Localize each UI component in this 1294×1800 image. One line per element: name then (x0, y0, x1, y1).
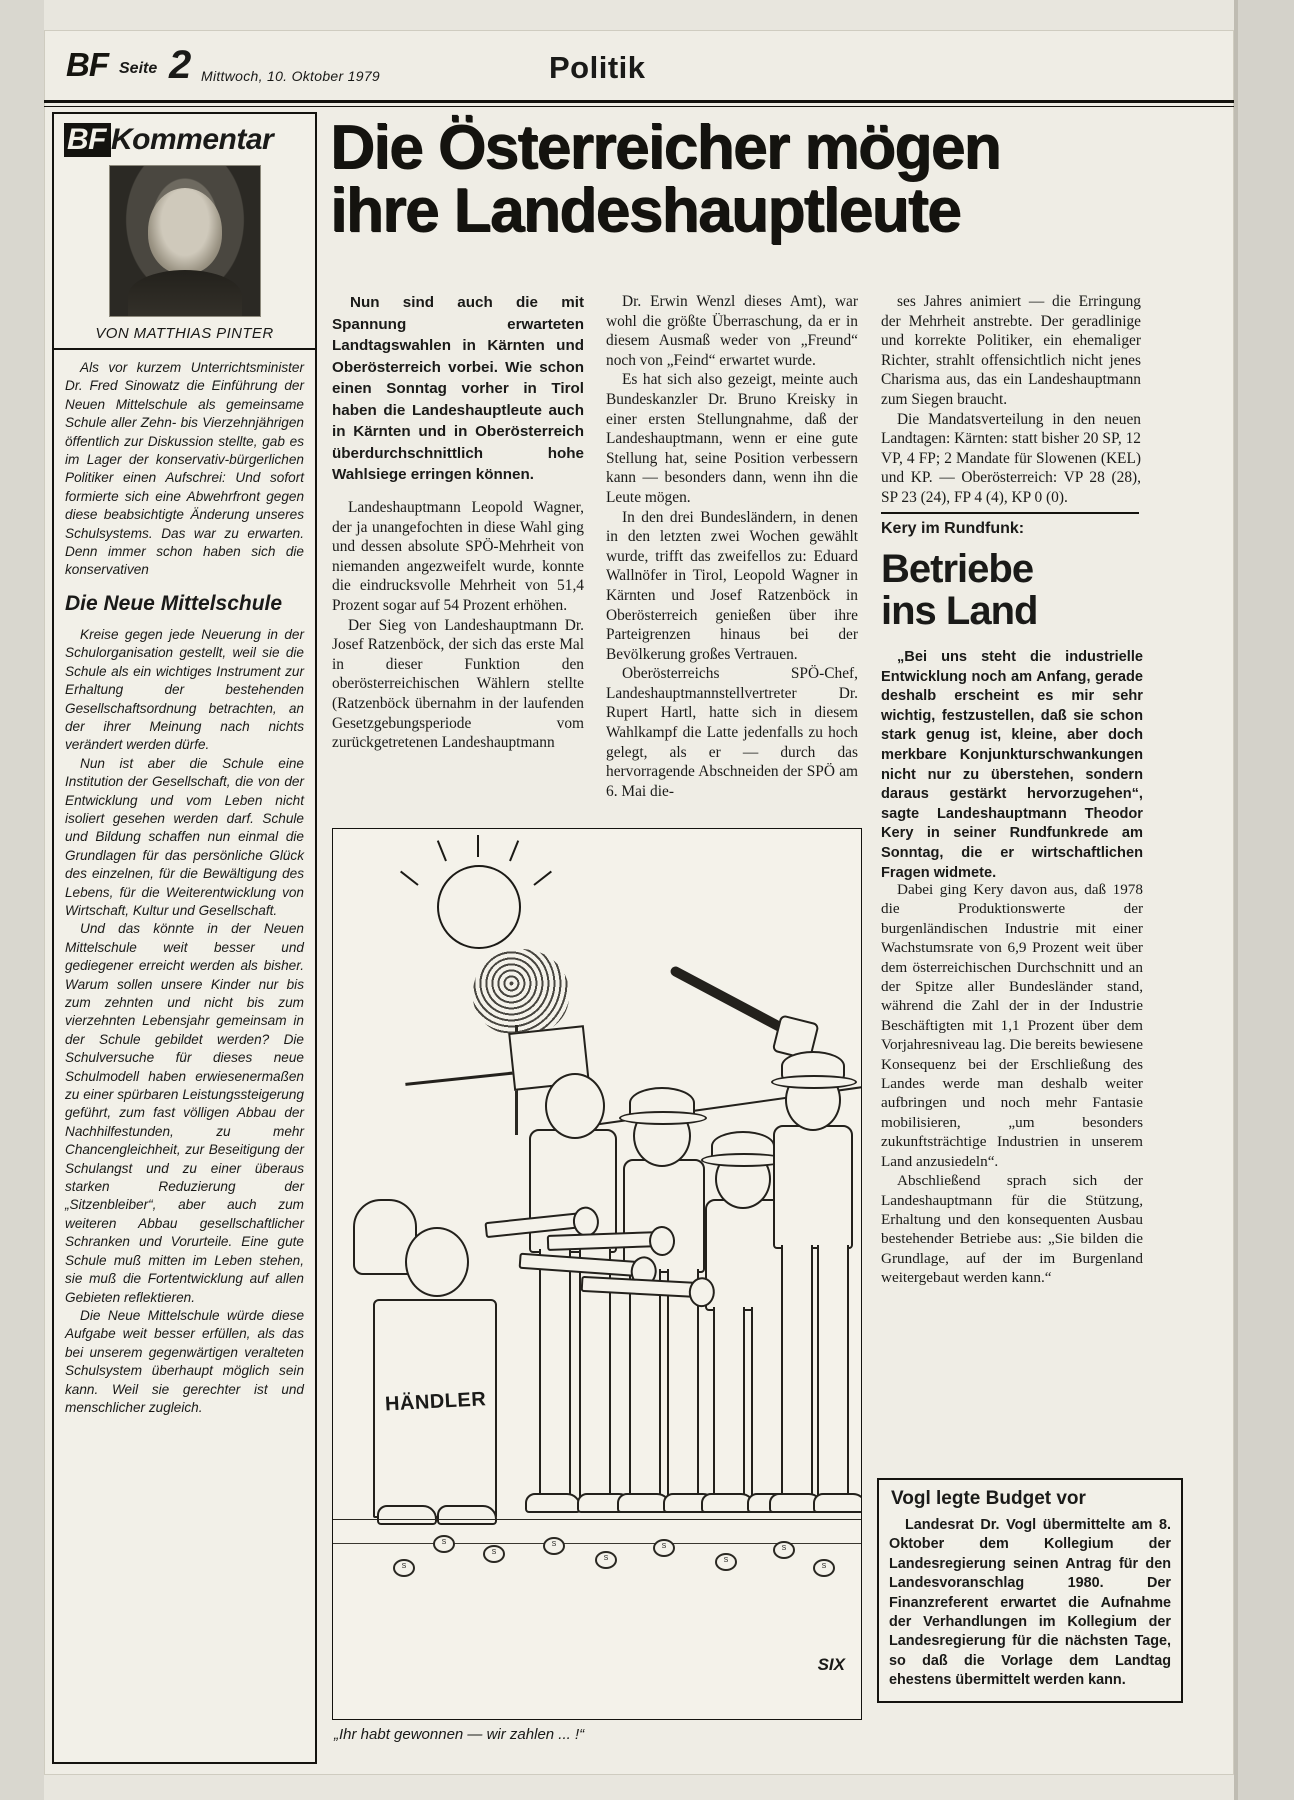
page-label: Seite (119, 60, 158, 77)
tree-shape (473, 949, 569, 1035)
figure-leg (817, 1245, 849, 1499)
coin-icon: S (393, 1559, 415, 1577)
commentary-box (52, 112, 317, 1764)
page-number: 2 (169, 43, 192, 87)
second-article-lead-paragraph: „Bei uns steht die industrielle Entwicklung noch am Anfang, gerade deshalb erscheint es mir sehr wichtig, festzustellen, daß sie schon stark genug ist, kleine, aber doch merkbare Konjunkturschwankungen nicht nur zu überstehen, sondern daraus gestärkt hervorzugehen“, sagte Landeshauptmann Theodor Kery in seiner Rundfunkrede am Sonntag, die er wirtschaftlichen Fragen widmete. (881, 649, 1143, 881)
second-article-lead (881, 648, 1143, 883)
article-column-2 (606, 292, 858, 801)
main-headline-line-1: Die Österreicher mögen (330, 113, 1000, 182)
merchant-head (405, 1227, 469, 1297)
article-paragraph: In den drei Bundesländern, in denen in den letzten zwei Wochen gewählt wurde, trifft das zweifellos zu: Eduard Wallnöfer in Tirol, Leopold Wagner in Kärnten und Josef Ratzenböck in Oberösterreich genießen über ihre Parteigrenzen hinaus bei der Bevölkerung großes Vertrauen. (606, 508, 858, 663)
coin-icon: S (433, 1535, 455, 1553)
hat-brim (771, 1075, 857, 1089)
masthead-rule-thin (44, 106, 1234, 107)
commentary-paragraph: Die Neue Mittelschule würde diese Aufgabe weit besser erfüllen, als das bei unserem gegenwärtigen veralteten Schulsystem überhaupt möglich sein kann. Weil sie gerechter ist und menschlicher zugleich. (65, 1307, 304, 1415)
raised-baton (669, 965, 797, 1040)
coin-icon: S (715, 1553, 737, 1571)
figure-leg (781, 1245, 813, 1499)
page-spine (1234, 0, 1238, 1800)
figure-leg (751, 1307, 783, 1499)
masthead-rule (44, 100, 1234, 103)
main-headline (330, 113, 1235, 245)
figure-leg (629, 1269, 661, 1499)
second-headline-line-2: ins Land (881, 589, 1038, 633)
page-left-margin (0, 0, 44, 1800)
cartoon-illustration (332, 828, 862, 1720)
article-lead-paragraph: Nun sind auch die mit Spannung erwarteten Landtagswahlen in Kärnten und Oberösterreich vorbei. Wie schon einen Sonntag vorher in Tirol haben die Landeshauptleute auch in Kärnten und in Oberösterreich überdurchschnittlich hohe Wahlsiege erringen können. (332, 294, 584, 483)
section-title: Politik (549, 50, 646, 85)
figure-torso (773, 1125, 853, 1249)
merchant-shoe (437, 1505, 497, 1525)
ground-line (333, 1519, 861, 1520)
second-article-paragraph: Abschließend sprach sich der Landeshauptmann für die Stützung, Erhaltung und den konsequenten Ausbau bestehender Betriebe aus: „Sie bilden die Grundlage, auf der im Burgenland weitergebaut werden kann.“ (881, 1172, 1143, 1287)
divider (881, 512, 1139, 514)
dateline: Mittwoch, 10. Oktober 1979 (201, 68, 380, 84)
budget-news-box (877, 1478, 1183, 1703)
figure-leg (713, 1307, 745, 1499)
coin-icon: S (543, 1537, 565, 1555)
hat-brim (619, 1111, 707, 1125)
figure-shoe (525, 1493, 581, 1513)
figure-leg (539, 1249, 571, 1499)
article-lead (332, 292, 584, 486)
commentary-brand-bf: BF (64, 123, 111, 157)
article-paragraph: ses Jahres animiert — die Erringung der Mehrheit anstrebte. Der geradlinige und korrekte Politiker, ein ehemaliger Richter, strahlt offensichtlich nicht jenes Charisma aus, das ein Landeshauptmann zum Siegen braucht. (881, 293, 1141, 408)
article-paragraph: Es hat sich also gezeigt, meinte auch Bundeskanzler Dr. Bruno Kreisky in einer ersten Stellungnahme, daß der Landeshauptmann, wenn er eine gute Stellung hat, seine Position verbessern kann — besonders dann, wenn ihn die Leute mögen. (606, 371, 858, 506)
coin-icon: S (653, 1539, 675, 1557)
second-article-kicker: Kery im Rundfunk: (881, 520, 1025, 537)
article-paragraph: Dr. Erwin Wenzl dieses Amt), war wohl die größte Überraschung, da er in diesem Ausmaß weder von „Freund“ noch von „Feind“ erwartet wurde. (606, 293, 858, 369)
commentary-intro-paragraph: Als vor kurzem Unterrichtsminister Dr. Fred Sinowatz die Einführung der Neuen Mittelschule als gemeinsame Schule aller Zehn- bis Vierzehnjährigen öffentlich zur Diskussion stellte, gab es im Lager der konservativ-bürgerlichen Politiker einen Aufschrei: Und sofort formierte sich eine Abwehrfront gegen diese beabsichtigte Änderung unseres Schulsystems. Das war zu erwarten. Denn immer schon haben sich die konservativen (65, 360, 304, 578)
commentary-byline: VON MATTHIAS PINTER (95, 325, 274, 342)
figure-torso (623, 1159, 705, 1273)
commentary-paragraph: Und das könnte in der Neuen Mittelschule weit besser und gediegener erreicht werden als bisher. Warum sollen unsere Kinder nur bis zum zehnten und nicht bis zum vierzehnten Lebensjahr gemeinsam in der Schule gebildet werden? Die Schulversuche für dieses neue Schulmodell haben erwiesenermaßen zu einer spürbaren Leistungssteigerung geführt, zum fast völligen Abbau der Nachhilfestunden, zu mehr Chancengleichheit, zur Beseitigung der Schulangst und zu einer überaus starken Reduzierung der „Sitzenbleiber“, aber auch zum weiteren Abbau gesellschaftlicher Schranken und Vorurteile. Eine gute Schule muß mitten im Leben stehen, sie muß die Fortentwicklung auf allen Gebieten reflektieren. (65, 921, 304, 1305)
apron-label: HÄNDLER (384, 1388, 487, 1416)
publication-logo: BF (66, 46, 108, 83)
coin-icon: S (595, 1551, 617, 1569)
commentary-paragraph: Kreise gegen jede Neuerung in der Schulorganisation gestellt, weil sie die Schule als ein wichtiges Instrument zur Erhaltung der bestehenden Gesellschaftsordnung betrachten, an der ihrer Meinung nach nichts verändert werden dürfe. (65, 626, 304, 753)
masthead (44, 40, 1234, 102)
second-article-paragraph: Dabei ging Kery davon aus, daß 1978 die Produktionswerte der burgenländischen Industrie mit einer Wachstumsrate von 6,9 Prozent weit über dem österreichischen Durchschnitt und an der Spitze aller Bundesländer stand, während die Zahl der in der Industrie Beschäftigten mit 1,1 Prozent über dem Vorjahresniveau lag. Die bereits bewiesene Konsequenz bei der Erschließung des Landes werde man deshalb weiter aufbringen und noch mehr Fantasie mobilisieren, „um besonders zukunftsträchtige Industrien in unserem Land anzusiedeln“. (881, 881, 1143, 1170)
commentary-column (52, 112, 317, 1762)
commentary-header (54, 114, 315, 161)
page-right-margin (1234, 0, 1294, 1800)
merchant-shoe (377, 1505, 437, 1525)
second-article-body (881, 880, 1143, 1288)
article-paragraph: Die Mandatsverteilung in den neuen Landtagen: Kärnten: statt bisher 20 SP, 12 VP, 4 FP; 2 Mandate für Slowenen (KEL) und KP. — Oberösterreich: VP 28 (28), SP 23 (24), FP 4 (4), KP 0 (0). (881, 410, 1141, 506)
article-column-3 (881, 292, 1141, 508)
cartoon-caption: „Ihr habt gewonnen — wir zahlen ... !“ (334, 1726, 585, 1743)
coin-icon: S (483, 1545, 505, 1563)
budget-box-body (889, 1516, 1171, 1691)
budget-box-heading: Vogl legte Budget vor (891, 1488, 1086, 1509)
second-headline-line-1: Betriebe (881, 547, 1034, 591)
main-headline-line-2: ihre Landeshauptleute (330, 176, 960, 245)
author-portrait (109, 165, 261, 317)
cartoonist-signature: SIX (817, 1655, 845, 1674)
coin-icon: S (813, 1559, 835, 1577)
commentary-subheading: Die Neue Mittelschule (65, 591, 283, 615)
commentary-brand-word: Kommentar (111, 123, 274, 156)
commentary-intro (54, 350, 315, 582)
article-paragraph: Oberösterreichs SPÖ-Chef, Landeshauptmannstellvertreter Dr. Rupert Hartl, hatte sich in diesem Wahlkampf die Latte jedenfalls zu hoch gelegt, als er — durch das hervorragende Abschneiden der SPÖ am 6. Mai die- (606, 665, 858, 800)
commentary-paragraph: Nun ist aber die Schule eine Institution der Gesellschaft, die von der Entwicklung und vom Leben nicht isoliert gesehen werden darf. Schule und Bildung schaffen nun einmal die Grundlagen für das persönliche Glück des einzelnen, für die Bewältigung des Lebens, für die Weiterentwicklung von Wirtschaft, Kultur und Gesellschaft. (65, 755, 304, 918)
commentary-body (54, 622, 315, 1427)
coin-icon: S (773, 1541, 795, 1559)
figure-shoe (813, 1493, 862, 1513)
article-column-1 (332, 498, 584, 753)
second-article-headline (881, 548, 1151, 632)
figure-head (545, 1073, 605, 1139)
sun-icon (437, 865, 521, 949)
article-paragraph: Der Sieg von Landeshauptmann Dr. Josef Ratzenböck, der sich das erste Mal in dieser Funktion den oberösterreichischen Wählern stellte (Ratzenböck übernahm in der laufenden Gesetzgebungsperiode vom zurückgetretenen Landeshauptmann (332, 616, 584, 752)
budget-box-paragraph: Landesrat Dr. Vogl übermittelte am 8. Oktober dem Kollegium der Landesregierung seinen Antrag für den Landesvoranschlag 1980. Der Finanzreferent erwartet die Aufnahme der Verhandlungen im Kollegium der Landesregierung für die nächsten Tage, so daß die Vorlage dem Landtag ehestens übermittelt werden kann. (889, 1517, 1171, 1689)
article-paragraph: Landeshauptmann Leopold Wagner, der ja unangefochten in diese Wahl ging und dessen absolute SPÖ-Mehrheit von niemanden angezweifelt wurde, konnte die eindrucksvolle Mehrheit von 51,4 Prozent sogar auf 54 Prozent erhöhen. (332, 499, 584, 614)
